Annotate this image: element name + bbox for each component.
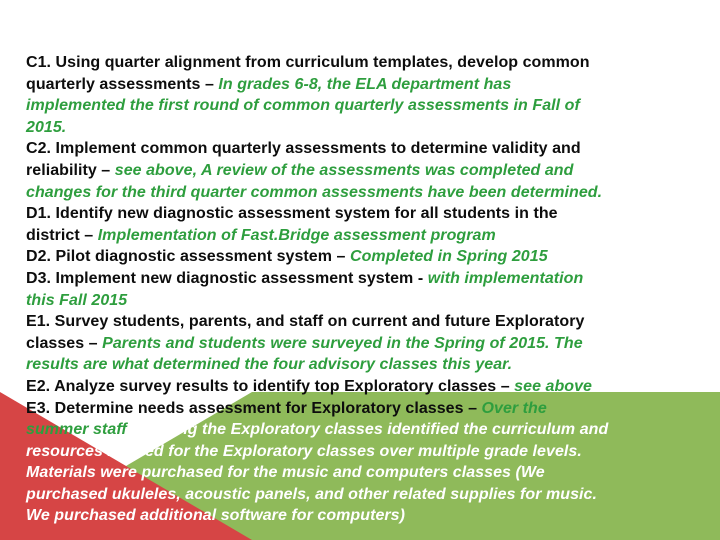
text-line: C2. Implement common quarterly assessments to determine validity and <box>26 140 581 158</box>
text-line: E3. Determine needs assessment for Exploratory classes – Over the <box>26 399 547 417</box>
text-line: summer staff teaching the Exploratory classes identified the curriculum and <box>26 421 609 439</box>
text-line: C1. Using quarter alignment from curriculum templates, develop common <box>26 54 590 71</box>
text-line: district – Implementation of Fast.Bridge assessment program <box>26 226 496 244</box>
text-line: D3. Implement new diagnostic assessment system - with implementation <box>26 269 584 287</box>
text-line: 2015. <box>26 118 67 136</box>
text-line: E2. Analyze survey results to identify top Exploratory classes – see above <box>26 377 593 395</box>
text-line: resources needed for the Exploratory classes over multiple grade levels. <box>26 442 582 460</box>
text-line: D1. Identify new diagnostic assessment system for all students in the <box>26 205 558 223</box>
text-line: results are what determined the four advisory classes this year. <box>26 356 513 374</box>
text-line: quarterly assessments – In grades 6-8, the ELA department has <box>26 75 512 93</box>
text-line: D2. Pilot diagnostic assessment system – Completed in Spring 2015 <box>26 248 548 266</box>
text-line: classes – Parents and students were surveyed in the Spring of 2015. The <box>26 334 583 352</box>
slide-body <box>26 52 696 527</box>
text-line: this Fall 2015 <box>26 291 128 309</box>
text-line: changes for the third quarter common assessments have been determined. <box>26 183 603 201</box>
text-line: We purchased additional software for computers) <box>26 507 406 525</box>
text-line: Materials were purchased for the music and computers classes (We <box>26 464 545 482</box>
text-line: purchased ukuleles, acoustic panels, and other related supplies for music. <box>26 485 597 503</box>
text-line: reliability – see above, A review of the assessments was completed and <box>26 161 574 179</box>
text-line: implemented the first round of common quarterly assessments in Fall of <box>26 97 580 115</box>
text-line: E1. Survey students, parents, and staff on current and future Exploratory <box>26 313 585 331</box>
